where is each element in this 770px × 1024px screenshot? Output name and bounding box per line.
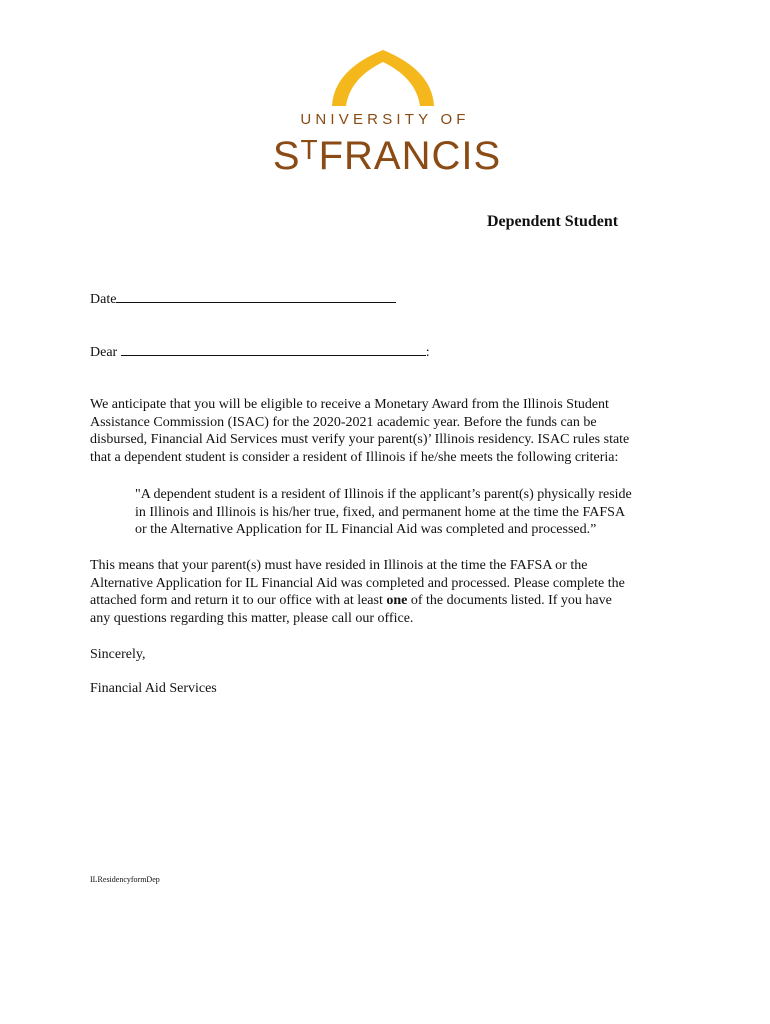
form-code: ILResidencyformDep xyxy=(90,875,160,884)
paragraph-1-line: disbursed, Financial Aid Services must verify your parent(s)’ Illinois residency. ISAC rules state xyxy=(90,432,630,447)
signature: Financial Aid Services xyxy=(90,681,217,696)
paragraph-2 xyxy=(90,557,680,627)
arch-icon xyxy=(330,48,436,108)
logo-st-francis xyxy=(254,126,520,180)
logo-t: T xyxy=(300,134,319,165)
closing: Sincerely, xyxy=(90,647,146,662)
paragraph-2-text: of the documents listed. If you have xyxy=(407,593,612,608)
paragraph-1-line: that a dependent student is consider a resident of Illinois if he/she meets the following criteria: xyxy=(90,449,619,465)
paragraph-1-line: Assistance Commission (ISAC) for the 2020-2021 academic year. Before the funds can be xyxy=(90,414,597,430)
quote-line: "A dependent student is a resident of Illinois if the applicant’s parent(s) physically reside xyxy=(135,487,632,502)
university-logo xyxy=(250,48,520,178)
date-line xyxy=(90,290,396,308)
logo-s: S xyxy=(272,134,301,178)
logo-university-of: UNIVERSITY OF xyxy=(300,111,470,128)
paragraph-2-line: any questions regarding this matter, please call our office. xyxy=(90,610,414,626)
paragraph-2-line xyxy=(90,592,680,610)
logo-francis: FRANCIS xyxy=(318,134,502,178)
dear-suffix: : xyxy=(425,345,430,360)
paragraph-2-line: Alternative Application for IL Financial Aid was completed and processed. Please complete the xyxy=(90,575,625,591)
paragraph-1-line: We anticipate that you will be eligible to receive a Monetary Award from the Illinois Student xyxy=(90,397,609,412)
date-blank xyxy=(116,290,396,303)
criteria-quote xyxy=(135,486,683,539)
emphasis-one: one xyxy=(386,593,408,608)
dear-label: Dear xyxy=(90,345,118,360)
quote-line: or the Alternative Application for IL Financial Aid was completed and processed.” xyxy=(135,522,597,537)
quote-line: in Illinois and Illinois is his/her true, fixed, and permanent home at the time the FAFSA xyxy=(135,504,626,520)
date-label: Date xyxy=(90,292,117,307)
dear-blank xyxy=(121,343,426,356)
page-title: Dependent Student xyxy=(487,213,619,230)
paragraph-2-line: This means that your parent(s) must have resided in Illinois at the time the FAFSA or the xyxy=(90,558,588,573)
paragraph-2-text: attached form and return it to our office with at least xyxy=(90,593,387,608)
paragraph-1 xyxy=(90,396,680,466)
dear-line xyxy=(90,343,430,361)
